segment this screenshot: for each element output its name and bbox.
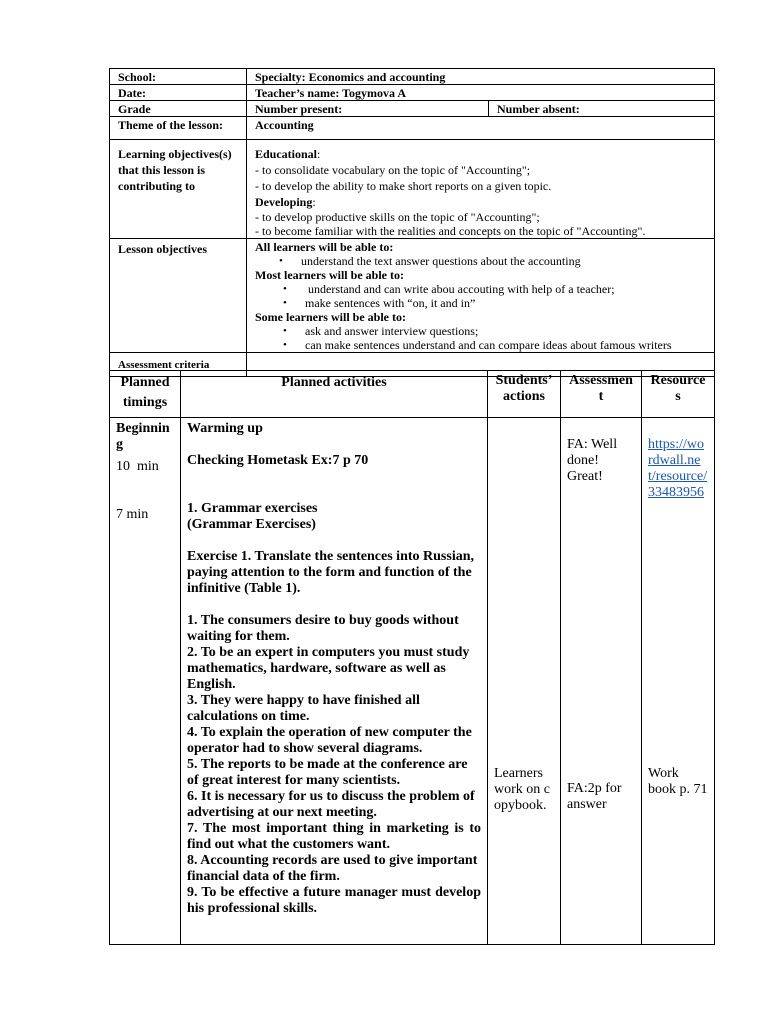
col-header-activities: Planned activities (181, 371, 488, 418)
objective-item: • can make sentences understand and can compare ideas about famous writers (305, 338, 709, 352)
time-grammar: 7 min (116, 507, 149, 522)
lesson-objectives (247, 239, 715, 353)
sentence-item: 9. To be effective a future manager must develop his professional skills. (187, 885, 481, 916)
resource-workbook: Work book p. 71 (648, 766, 708, 797)
developing-item: - to develop productive skills on the topic of "Accounting"; (255, 210, 540, 224)
assessment-cell (561, 418, 642, 945)
learning-objectives-label: Learning objectives(s) that this lesson is contributing to (110, 140, 247, 239)
grammar-subtitle: (Grammar Exercises) (187, 517, 316, 532)
educational-label: Educational (255, 147, 318, 161)
sentence-item: 8. Accounting records are used to give important financial data of the firm. (187, 853, 478, 884)
grammar-title: 1. Grammar exercises (187, 501, 318, 516)
sentence-item: 7. The most important thing in marketing is to find out what the customers want. (187, 821, 481, 852)
date-label: Date: (110, 85, 247, 101)
developing-label: Developing (255, 195, 313, 209)
teacher-name: Teacher’s name: Togymova A (247, 85, 715, 101)
assessment-criteria-label: Assessment criteria (110, 353, 247, 377)
hometask: Checking Hometask Ex:7 p 70 (187, 453, 369, 468)
fa-feedback-2: FA:2p for answer (567, 781, 622, 812)
specialty: Specialty: Economics and accounting (247, 69, 715, 85)
grade-label: Grade (110, 101, 247, 117)
objective-item: • understand the text answer questions about the accounting (301, 254, 709, 268)
learning-objectives: Educational: - to consolidate vocabulary on the topic of "Accounting"; - to develop the ability to make short reports on a given topic. Developing: - to develop productive skills on the topic of "Accounting"; - to become familiar with the realities and concepts on the topic of "Accounting". (247, 140, 715, 239)
warming-up: Warming up (187, 421, 263, 436)
col-header-resources: Resources (642, 371, 715, 418)
resources-cell (642, 418, 715, 945)
most-learners-heading: Most learners will be able to: (255, 268, 404, 282)
educational-item: - to develop the ability to make short reports on a given topic. (255, 179, 552, 193)
fa-feedback-1: FA: Well done! Great! (567, 437, 618, 484)
sentence-item: 5. The reports to be made at the conference are of great interest for many scientists. (187, 757, 468, 788)
theme-value: Accounting (247, 117, 715, 140)
resource-link[interactable]: https://wordwall.net/resource/33483956 (648, 437, 708, 500)
activities-cell (181, 418, 488, 945)
sentence-item: 6. It is necessary for us to discuss the problem of advertising at our next meeting. (187, 789, 475, 820)
students-actions-cell (488, 418, 561, 945)
lesson-plan-table (109, 370, 715, 945)
educational-item: - to consolidate vocabulary on the topic of "Accounting"; (255, 163, 531, 177)
theme-label: Theme of the lesson: (110, 117, 247, 140)
col-header-assessment: Assessment (561, 371, 642, 418)
sentence-item: 4. To explain the operation of new computer the operator had to show several diagrams. (187, 725, 472, 756)
sentence-item: 1. The consumers desire to buy goods without waiting for them. (187, 613, 459, 644)
stage-label: Beginning (116, 421, 170, 452)
col-header-timings: Planned timings (110, 371, 181, 418)
school-label: School: (110, 69, 247, 85)
students-action: Learners work on copybook. (494, 766, 550, 813)
exercise-instruction: Exercise 1. Translate the sentences into Russian, paying attention to the form and function of the infinitive (Table 1). (187, 549, 474, 596)
sentence-item: 2. To be an expert in computers you must study mathematics, hardware, software as well as English. (187, 645, 470, 692)
lesson-objectives-label: Lesson objectives (110, 239, 247, 353)
objective-item: • ask and answer interview questions; (305, 324, 709, 338)
some-learners-heading: Some learners will be able to: (255, 310, 406, 324)
objective-item: • understand and can write abou accouting with help of a teacher; (305, 282, 709, 296)
col-header-students: Students’ actions (488, 371, 561, 418)
developing-item: - to become familiar with the realities and concepts on the topic of "Accounting". (255, 224, 646, 238)
all-learners-heading: All learners will be able to: (255, 240, 394, 254)
number-absent: Number absent: (489, 101, 715, 117)
time-warmup: 10 min (116, 459, 159, 474)
timing-cell (110, 418, 181, 945)
number-present: Number present: (247, 101, 489, 117)
objective-item: • make sentences with “on, it and in” (305, 296, 709, 310)
sentence-item: 3. They were happy to have finished all calculations on time. (187, 693, 420, 724)
lesson-header-table (109, 68, 715, 377)
